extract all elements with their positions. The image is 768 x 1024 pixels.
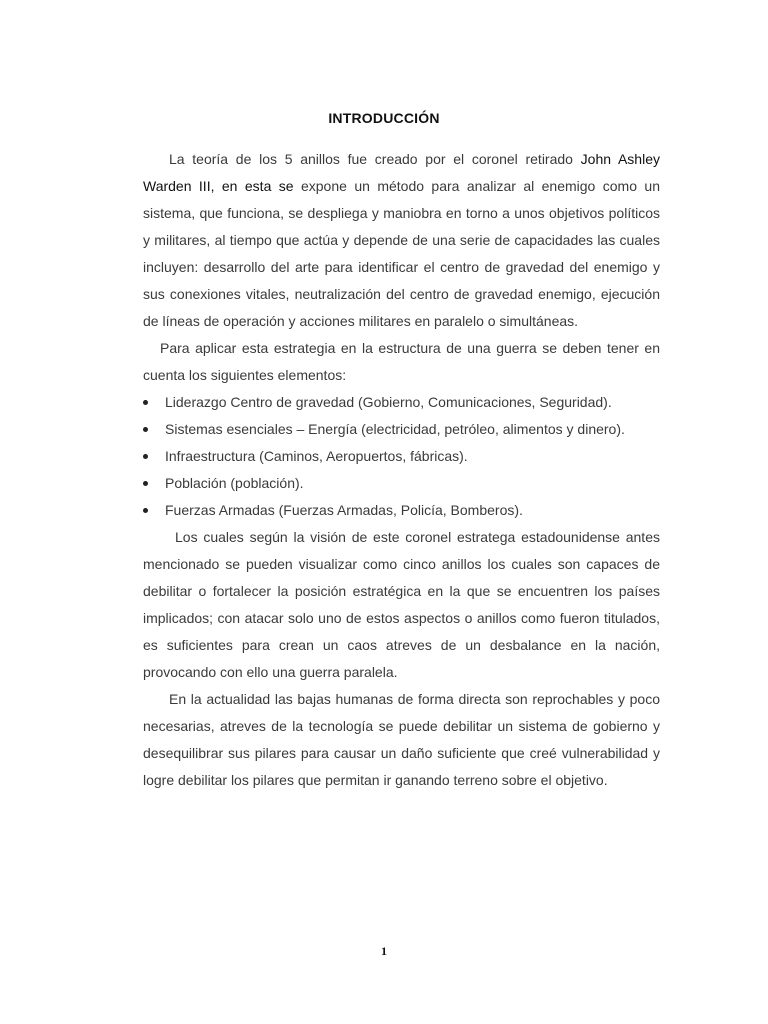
document-body: [143, 146, 660, 794]
bullet-icon: [143, 427, 148, 432]
list-item-text: Sistemas esenciales – Energía (electricidad, petróleo, alimentos y dinero).: [165, 421, 625, 437]
page-number: 1: [381, 944, 387, 958]
paragraph-elements: Para aplicar esta estrategia en la estructura de una guerra se deben tener en cuenta los siguientes elementos:: [143, 340, 660, 383]
list-item-text: Fuerzas Armadas (Fuerzas Armadas, Policía, Bomberos).: [165, 502, 523, 518]
list-item-text: Liderazgo Centro de gravedad (Gobierno, Comunicaciones, Seguridad).: [165, 394, 612, 410]
bullet-icon: [143, 454, 148, 459]
page-title: INTRODUCCIÓN: [328, 110, 440, 126]
list-item: [143, 443, 660, 470]
paragraph-current: En la actualidad las bajas humanas de forma directa son reprochables y poco necesarias, atreves de la tecnología se puede debilitar un sistema de gobierno y desequilibrar sus pilares para causar un daño suficiente que creé vulnerabilidad y logre debilitar los pilares que permitan ir ganando terreno sobre el objetivo.: [143, 691, 660, 788]
list-item: [143, 470, 660, 497]
bullet-icon: [143, 400, 148, 405]
paragraph-intro-rest: expone un método para analizar al enemigo como un sistema, que funciona, se despliega y maniobra en torno a unos objetivos políticos y militares, al tiempo que actúa y depende de una serie de capacidades las cuales incluyen: desarrollo del arte para identificar el centro de gravedad del enemigo y sus conexiones vitales, neutralización del centro de gravedad enemigo, ejecución de líneas de operación y acciones militares en paralelo o simultáneas.: [143, 178, 660, 329]
paragraph-intro: [143, 146, 660, 335]
elements-list: [143, 389, 660, 524]
bullet-icon: [143, 508, 148, 513]
bullet-icon: [143, 481, 148, 486]
paragraph-rings: Los cuales según la visión de este coronel estratega estadounidense antes mencionado se pueden visualizar como cinco anillos los cuales son capaces de debilitar o fortalecer la posición estratégica en la que se encuentren los países implicados; con atacar solo uno de estos aspectos o anillos como fueron titulados, es suficientes para crean un caos atreves de un desbalance en la nación, provocando con ello una guerra paralela.: [143, 529, 660, 680]
list-item: [143, 416, 660, 443]
list-item: [143, 497, 660, 524]
author-name: John Ashley Warden III, en esta se: [143, 151, 660, 194]
list-item: [143, 389, 660, 416]
paragraph-intro-start: La teoría de los 5 anillos fue creado por el coronel retirado: [169, 151, 581, 167]
list-item-text: Población (población).: [165, 475, 304, 491]
list-item-text: Infraestructura (Caminos, Aeropuertos, fábricas).: [165, 448, 468, 464]
